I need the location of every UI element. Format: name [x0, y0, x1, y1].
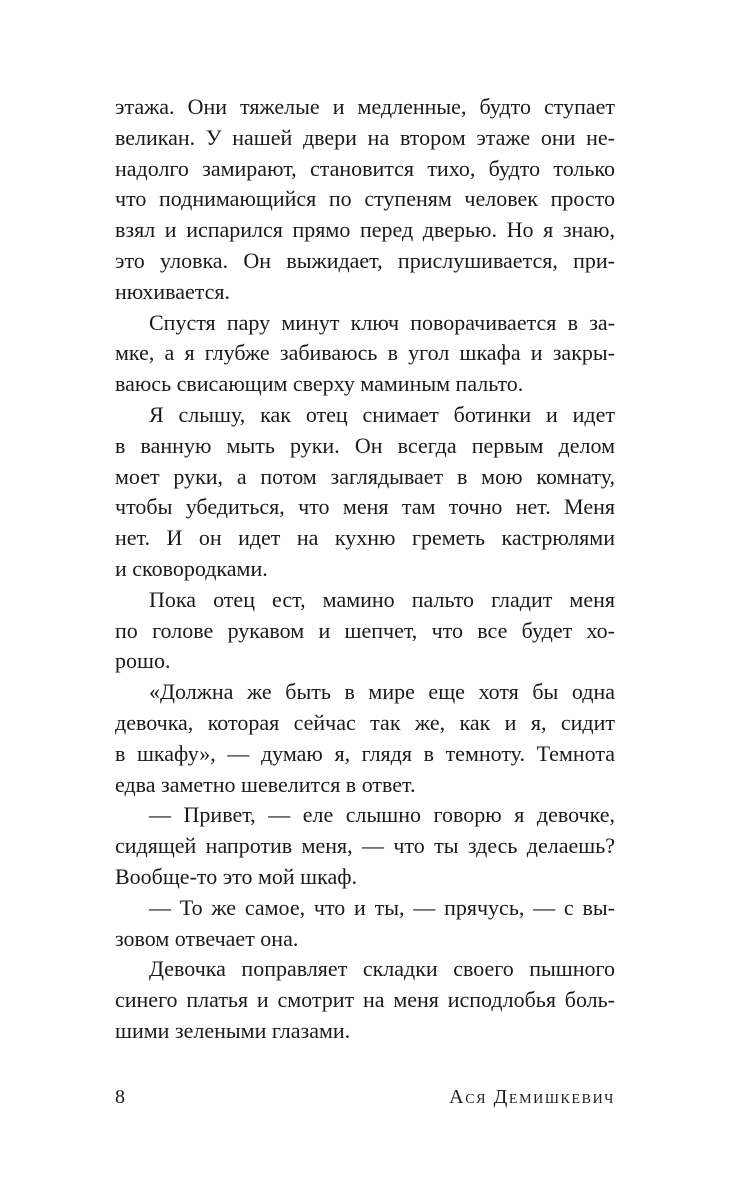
- text-line: в ванную мыть руки. Он всегда первым делом: [115, 432, 615, 458]
- paragraph: [115, 92, 615, 308]
- text-line: великан. У нашей двери на втором этаже они не-: [115, 124, 615, 150]
- text-line: зовом отвечает она.: [115, 925, 299, 951]
- text-line: Спустя пару минут ключ поворачивается в за-: [149, 309, 615, 335]
- paragraph: [115, 677, 615, 800]
- text-line: сидящей напротив меня, — что ты здесь делаешь?: [115, 833, 615, 859]
- text-line: Девочка поправляет складки своего пышного: [149, 956, 615, 982]
- text-line: по голове рукавом и шепчет, что все будет хо-: [115, 617, 615, 643]
- text-line: в шкафу», — думаю я, глядя в темноту. Темнота: [115, 740, 615, 766]
- text-line: этажа. Они тяжелые и медленные, будто ступает: [115, 94, 615, 119]
- text-line: чтобы убедиться, что меня там точно нет. Меня: [115, 494, 615, 520]
- text-line: взял и испарился прямо перед дверью. Но я знаю,: [115, 217, 615, 243]
- paragraph: [115, 308, 615, 400]
- text-line: нет. И он идет на кухню греметь кастрюлями: [115, 525, 615, 551]
- text-line: Вообще-то это мой шкаф.: [115, 863, 357, 889]
- paragraph: [115, 954, 615, 1046]
- text-line: рошо.: [115, 648, 171, 674]
- text-line: — То же самое, что и ты, — прячусь, — с вы-: [149, 894, 615, 920]
- text-line: Пока отец ест, мамино пальто гладит меня: [149, 586, 615, 612]
- running-head-author: Ася Демишкевич: [449, 1086, 615, 1108]
- paragraph: [115, 400, 615, 585]
- paragraph: [115, 800, 615, 892]
- text-line: и сковородками.: [115, 555, 268, 581]
- text-line: это уловка. Он выжидает, прислушивается, при-: [115, 247, 615, 273]
- text-line: надолго замирают, становится тихо, будто только: [115, 155, 615, 181]
- body-text: [115, 92, 615, 1047]
- page-number: 8: [115, 1086, 125, 1108]
- paragraph: [115, 585, 615, 677]
- page-footer: [115, 1082, 615, 1112]
- text-line: шими зелеными глазами.: [115, 1017, 351, 1043]
- text-line: едва заметно шевелится в ответ.: [115, 771, 416, 797]
- text-line: нюхивается.: [115, 278, 231, 304]
- paragraph: [115, 893, 615, 955]
- text-line: синего платья и смотрит на меня исподлобья боль-: [115, 987, 615, 1013]
- text-line: Я слышу, как отец снимает ботинки и идет: [149, 401, 615, 427]
- text-line: моет руки, а потом заглядывает в мою комнату,: [115, 463, 615, 489]
- text-line: — Привет, — еле слышно говорю я девочке,: [149, 802, 615, 828]
- text-line: ваюсь свисающим сверху маминым пальто.: [115, 371, 524, 397]
- text-line: девочка, которая сейчас так же, как и я, сидит: [115, 709, 615, 735]
- text-line: «Должна же быть в мире еще хотя бы одна: [149, 679, 615, 705]
- text-line: мке, а я глубже забиваюсь в угол шкафа и закры-: [115, 340, 615, 366]
- text-line: что поднимающийся по ступеням человек просто: [115, 186, 615, 212]
